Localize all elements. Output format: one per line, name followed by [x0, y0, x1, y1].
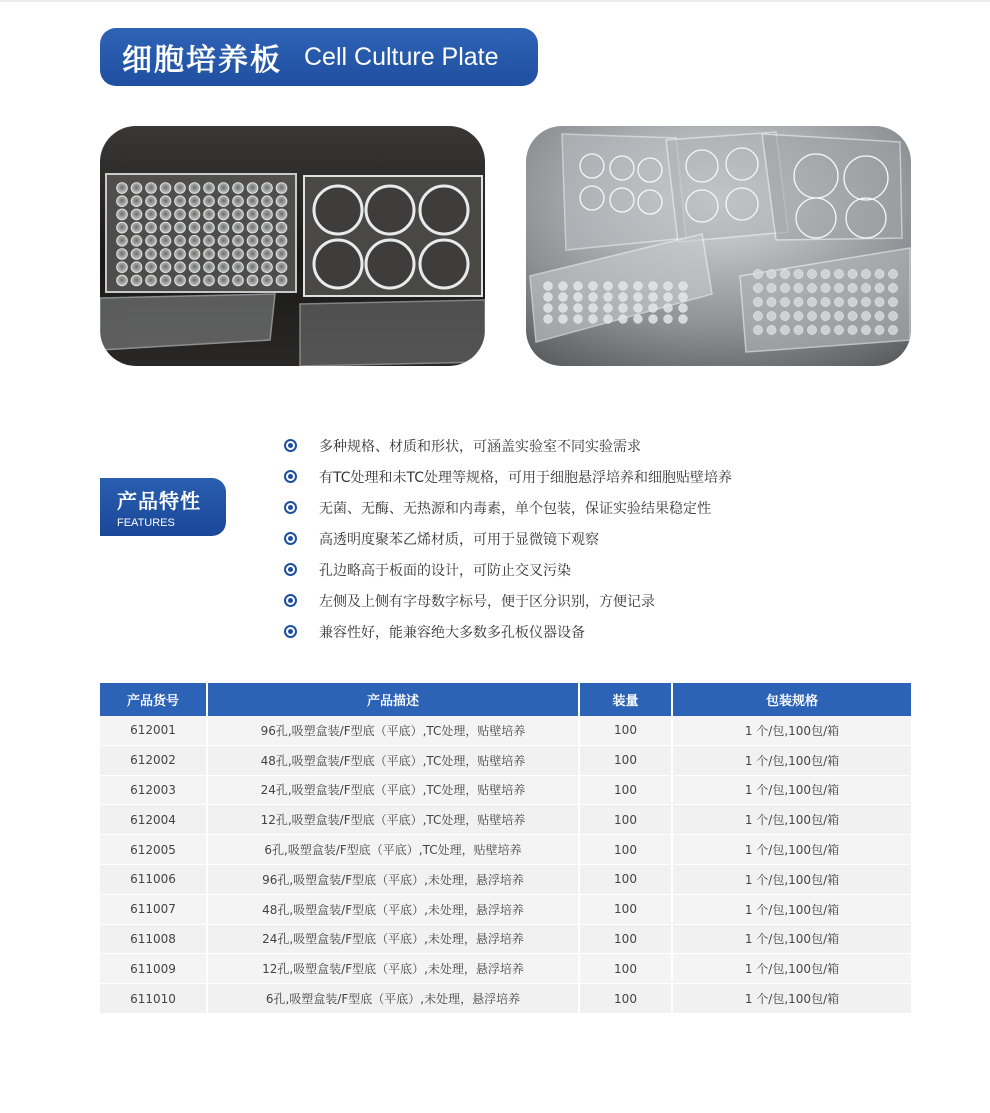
well-shape [131, 183, 142, 194]
cell-quantity: 100 [580, 716, 673, 746]
well-shape [875, 283, 884, 292]
cell-description: 24孔,吸塑盒装/F型底（平底）,TC处理，贴壁培养 [208, 776, 580, 806]
well-shape [634, 293, 643, 302]
well-shape [218, 249, 229, 260]
cell-product-code: 612005 [100, 835, 208, 865]
table-row [100, 895, 911, 925]
well-shape [834, 269, 843, 278]
well-shape [204, 209, 215, 220]
well-shape [888, 269, 897, 278]
well-shape [117, 249, 128, 260]
well-shape [888, 325, 897, 334]
well-shape [753, 311, 762, 320]
well-shape [807, 311, 816, 320]
well-shape [175, 183, 186, 194]
cell-packaging: 1 个/包,100包/箱 [673, 716, 911, 746]
well-shape [117, 183, 128, 194]
well-shape [262, 183, 273, 194]
well-shape [276, 222, 287, 233]
feature-item [284, 523, 732, 554]
well-shape [233, 262, 244, 273]
well-shape [189, 183, 200, 194]
cell-description: 6孔,吸塑盒装/F型底（平底）,TC处理，贴壁培养 [208, 835, 580, 865]
well-shape [604, 304, 613, 313]
well-shape [861, 325, 870, 334]
well-shape [146, 209, 157, 220]
feature-item [284, 461, 732, 492]
well-shape [175, 222, 186, 233]
well-shape [544, 293, 553, 302]
well-shape [821, 269, 830, 278]
well-shape [634, 304, 643, 313]
feature-text: 无菌、无酶、无热源和内毒素，单个包装，保证实验结果稳定性 [319, 500, 711, 517]
cell-packaging: 1 个/包,100包/箱 [673, 835, 911, 865]
well-shape [634, 315, 643, 324]
well-shape [262, 209, 273, 220]
table-row [100, 954, 911, 984]
well-shape [247, 249, 258, 260]
bullet-icon [284, 625, 297, 638]
well-shape [160, 249, 171, 260]
well-shape [544, 282, 553, 291]
well-shape [233, 196, 244, 207]
plates-96-and-6-well-illustration [100, 126, 485, 366]
well-shape [780, 283, 789, 292]
well-shape [131, 235, 142, 246]
well-shape [780, 311, 789, 320]
well-shape [247, 209, 258, 220]
well-shape [189, 249, 200, 260]
well-shape [821, 297, 830, 306]
well-shape [247, 183, 258, 194]
well-shape [679, 315, 688, 324]
well-shape [160, 222, 171, 233]
well-shape [794, 283, 803, 292]
well-shape [247, 275, 258, 286]
well-shape [175, 275, 186, 286]
well-shape [559, 293, 568, 302]
well-shape [861, 283, 870, 292]
well-shape [117, 275, 128, 286]
well-shape [649, 282, 658, 291]
cell-description: 6孔,吸塑盒装/F型底（平底）,未处理，悬浮培养 [208, 984, 580, 1014]
table-row [100, 984, 911, 1014]
well-shape [218, 235, 229, 246]
well-shape [544, 315, 553, 324]
well-shape [146, 235, 157, 246]
cell-product-code: 611006 [100, 865, 208, 895]
well-shape [861, 311, 870, 320]
well-shape [204, 183, 215, 194]
well-shape [634, 282, 643, 291]
well-shape [875, 297, 884, 306]
well-shape [679, 282, 688, 291]
well-shape [131, 222, 142, 233]
top-rule [0, 0, 990, 2]
cell-description: 48孔,吸塑盒装/F型底（平底）,TC处理，贴壁培养 [208, 746, 580, 776]
well-shape [875, 269, 884, 278]
cell-description: 24孔,吸塑盒装/F型底（平底）,未处理，悬浮培养 [208, 925, 580, 955]
well-shape [204, 262, 215, 273]
well-shape [649, 315, 658, 324]
bullet-icon [284, 470, 297, 483]
well-shape [753, 283, 762, 292]
well-shape [117, 209, 128, 220]
well-shape [160, 275, 171, 286]
well-shape [175, 196, 186, 207]
table-row [100, 716, 911, 746]
well-shape [794, 311, 803, 320]
well-shape [247, 262, 258, 273]
table-row [100, 865, 911, 895]
features-title-en: FEATURES [117, 517, 175, 529]
well-shape [589, 282, 598, 291]
well-shape [834, 283, 843, 292]
well-shape [544, 304, 553, 313]
well-shape [189, 222, 200, 233]
well-shape [619, 315, 628, 324]
table-row [100, 835, 911, 865]
header-product-code: 产品货号 [100, 683, 208, 716]
well-shape [807, 297, 816, 306]
well-shape [262, 262, 273, 273]
cell-packaging: 1 个/包,100包/箱 [673, 805, 911, 835]
cell-product-code: 612001 [100, 716, 208, 746]
well-shape [649, 293, 658, 302]
assorted-multiwell-plates-illustration [526, 126, 911, 366]
table-row [100, 925, 911, 955]
header-packaging: 包装规格 [673, 683, 911, 716]
well-shape [131, 196, 142, 207]
cell-quantity: 100 [580, 925, 673, 955]
well-shape [189, 235, 200, 246]
well-shape [262, 275, 273, 286]
well-shape [888, 283, 897, 292]
well-shape [574, 293, 583, 302]
well-shape [146, 249, 157, 260]
well-shape [559, 315, 568, 324]
well-shape [604, 315, 613, 324]
well-shape [574, 304, 583, 313]
well-shape [204, 249, 215, 260]
well-shape [753, 297, 762, 306]
well-shape [218, 209, 229, 220]
well-shape [175, 249, 186, 260]
well-shape [767, 311, 776, 320]
cell-quantity: 100 [580, 865, 673, 895]
well-shape [848, 297, 857, 306]
well-shape [146, 262, 157, 273]
well-shape [664, 304, 673, 313]
well-shape [146, 222, 157, 233]
well-shape [175, 262, 186, 273]
well-shape [574, 315, 583, 324]
well-shape [218, 275, 229, 286]
well-shape [276, 262, 287, 273]
well-shape [619, 304, 628, 313]
well-shape [262, 235, 273, 246]
feature-text: 多种规格、材质和形状，可涵盖实验室不同实验需求 [319, 438, 641, 455]
well-shape [589, 293, 598, 302]
table-row [100, 805, 911, 835]
well-shape [821, 311, 830, 320]
cell-description: 96孔,吸塑盒装/F型底（平底）,未处理，悬浮培养 [208, 865, 580, 895]
well-shape [834, 297, 843, 306]
well-shape [875, 325, 884, 334]
features-badge [100, 478, 226, 536]
well-shape [664, 293, 673, 302]
well-shape [604, 282, 613, 291]
well-shape [589, 304, 598, 313]
feature-text: 有TC处理和未TC处理等规格，可用于细胞悬浮培养和细胞贴壁培养 [319, 469, 733, 486]
well-shape [117, 222, 128, 233]
feature-item [284, 554, 732, 585]
feature-text: 孔边略高于板面的设计，可防止交叉污染 [319, 562, 571, 579]
header-description: 产品描述 [208, 683, 580, 716]
well-shape [262, 196, 273, 207]
well-shape [794, 325, 803, 334]
well-shape [233, 183, 244, 194]
cell-description: 12孔,吸塑盒装/F型底（平底）,未处理，悬浮培养 [208, 954, 580, 984]
well-shape [807, 325, 816, 334]
well-shape [589, 315, 598, 324]
bullet-icon [284, 563, 297, 576]
well-shape [753, 269, 762, 278]
cell-quantity: 100 [580, 835, 673, 865]
header-quantity: 装量 [580, 683, 673, 716]
well-shape [276, 196, 287, 207]
well-shape [218, 196, 229, 207]
well-shape [861, 297, 870, 306]
well-shape [848, 311, 857, 320]
product-spec-table [100, 683, 911, 1014]
well-shape [767, 269, 776, 278]
well-shape [175, 235, 186, 246]
well-shape [821, 325, 830, 334]
well-shape [753, 325, 762, 334]
well-shape [204, 196, 215, 207]
well-shape [664, 315, 673, 324]
well-shape [218, 183, 229, 194]
well-shape [276, 249, 287, 260]
cell-quantity: 100 [580, 746, 673, 776]
well-shape [619, 282, 628, 291]
well-shape [204, 222, 215, 233]
well-shape [218, 222, 229, 233]
bullet-icon [284, 439, 297, 452]
well-shape [619, 293, 628, 302]
cell-product-code: 611008 [100, 925, 208, 955]
well-shape [679, 293, 688, 302]
well-shape [131, 249, 142, 260]
feature-text: 兼容性好，能兼容绝大多数多孔板仪器设备 [319, 624, 585, 641]
table-row [100, 746, 911, 776]
well-shape [189, 262, 200, 273]
cell-packaging: 1 个/包,100包/箱 [673, 776, 911, 806]
cell-packaging: 1 个/包,100包/箱 [673, 895, 911, 925]
cell-packaging: 1 个/包,100包/箱 [673, 865, 911, 895]
well-shape [262, 249, 273, 260]
well-shape [276, 275, 287, 286]
well-shape [821, 283, 830, 292]
well-shape [875, 311, 884, 320]
well-shape [146, 183, 157, 194]
well-shape [664, 282, 673, 291]
cell-product-code: 611009 [100, 954, 208, 984]
well-shape [233, 235, 244, 246]
cell-quantity: 100 [580, 984, 673, 1014]
well-shape [131, 275, 142, 286]
cell-quantity: 100 [580, 805, 673, 835]
well-shape [861, 269, 870, 278]
table-header-row [100, 683, 911, 716]
cell-quantity: 100 [580, 895, 673, 925]
well-shape [117, 196, 128, 207]
well-shape [848, 283, 857, 292]
well-shape [780, 297, 789, 306]
well-shape [649, 304, 658, 313]
well-shape [807, 269, 816, 278]
well-shape [604, 293, 613, 302]
well-shape [780, 325, 789, 334]
well-shape [834, 325, 843, 334]
cell-description: 48孔,吸塑盒装/F型底（平底）,未处理，悬浮培养 [208, 895, 580, 925]
cell-packaging: 1 个/包,100包/箱 [673, 984, 911, 1014]
well-shape [160, 209, 171, 220]
well-shape [160, 235, 171, 246]
table-row [100, 776, 911, 806]
well-shape [767, 325, 776, 334]
well-shape [189, 275, 200, 286]
well-shape [574, 282, 583, 291]
feature-item [284, 430, 732, 461]
well-shape [146, 275, 157, 286]
well-shape [233, 275, 244, 286]
well-shape [767, 283, 776, 292]
well-shape [131, 262, 142, 273]
bullet-icon [284, 594, 297, 607]
cell-description: 12孔,吸塑盒装/F型底（平底）,TC处理，贴壁培养 [208, 805, 580, 835]
feature-item [284, 616, 732, 647]
well-shape [117, 262, 128, 273]
well-shape [848, 325, 857, 334]
well-shape [204, 235, 215, 246]
feature-item [284, 492, 732, 523]
bullet-icon [284, 501, 297, 514]
well-shape [276, 209, 287, 220]
feature-text: 左侧及上侧有字母数字标号，便于区分识别，方便记录 [319, 593, 655, 610]
well-shape [794, 297, 803, 306]
well-shape [679, 304, 688, 313]
well-shape [888, 311, 897, 320]
well-shape [848, 269, 857, 278]
well-shape [218, 262, 229, 273]
cell-product-code: 611007 [100, 895, 208, 925]
page-title-cn: 细胞培养板 [122, 43, 282, 78]
well-shape [807, 283, 816, 292]
feature-item [284, 585, 732, 616]
well-shape [247, 222, 258, 233]
well-shape [888, 297, 897, 306]
well-shape [233, 209, 244, 220]
well-shape [189, 196, 200, 207]
bullet-icon [284, 532, 297, 545]
well-shape [767, 297, 776, 306]
well-shape [160, 183, 171, 194]
plates-96-and-6-well-photo [100, 126, 485, 366]
well-shape [276, 183, 287, 194]
well-shape [276, 235, 287, 246]
cell-quantity: 100 [580, 954, 673, 984]
well-shape [117, 235, 128, 246]
well-shape [262, 222, 273, 233]
cell-packaging: 1 个/包,100包/箱 [673, 925, 911, 955]
well-shape [233, 249, 244, 260]
cell-packaging: 1 个/包,100包/箱 [673, 746, 911, 776]
cell-product-code: 612003 [100, 776, 208, 806]
cell-product-code: 612002 [100, 746, 208, 776]
well-shape [780, 269, 789, 278]
features-list [284, 430, 732, 647]
features-title-cn: 产品特性 [117, 489, 201, 513]
well-shape [233, 222, 244, 233]
well-shape [160, 196, 171, 207]
well-shape [160, 262, 171, 273]
page-title-banner [100, 28, 538, 86]
cell-product-code: 612004 [100, 805, 208, 835]
well-shape [834, 311, 843, 320]
cell-description: 96孔,吸塑盒装/F型底（平底）,TC处理，贴壁培养 [208, 716, 580, 746]
cell-quantity: 100 [580, 776, 673, 806]
well-shape [559, 304, 568, 313]
well-shape [175, 209, 186, 220]
well-shape [247, 235, 258, 246]
well-shape [247, 196, 258, 207]
well-shape [794, 269, 803, 278]
assorted-multiwell-plates-photo [526, 126, 911, 366]
well-shape [146, 196, 157, 207]
cell-product-code: 611010 [100, 984, 208, 1014]
well-shape [189, 209, 200, 220]
page-title-en: Cell Culture Plate [304, 42, 499, 71]
well-shape [131, 209, 142, 220]
cell-packaging: 1 个/包,100包/箱 [673, 954, 911, 984]
well-shape [204, 275, 215, 286]
well-shape [559, 282, 568, 291]
feature-text: 高透明度聚苯乙烯材质，可用于显微镜下观察 [319, 531, 599, 548]
